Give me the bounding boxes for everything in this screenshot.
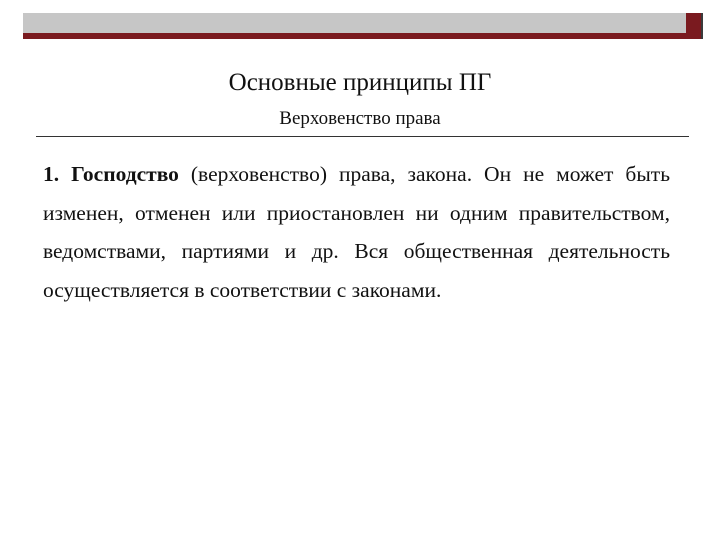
header-band — [23, 13, 686, 33]
principle-term: Господство — [71, 162, 179, 186]
slide-subtitle: Верховенство права — [279, 108, 441, 129]
principle-number: 1. — [43, 162, 60, 186]
principle-paragraph — [43, 155, 670, 309]
corner-square — [686, 13, 703, 39]
slide-title: Основные принципы ПГ — [228, 69, 492, 96]
principle-text: (верховенство) права, закона. Он не может быть изменен, отменен или приостановлен ни одним правительством, ведомствами, партиями и др. Вся общественная деятельность осуществляется в соответствии с законами. — [43, 162, 670, 302]
title-divider — [36, 136, 689, 137]
header-accent-line — [23, 33, 703, 39]
